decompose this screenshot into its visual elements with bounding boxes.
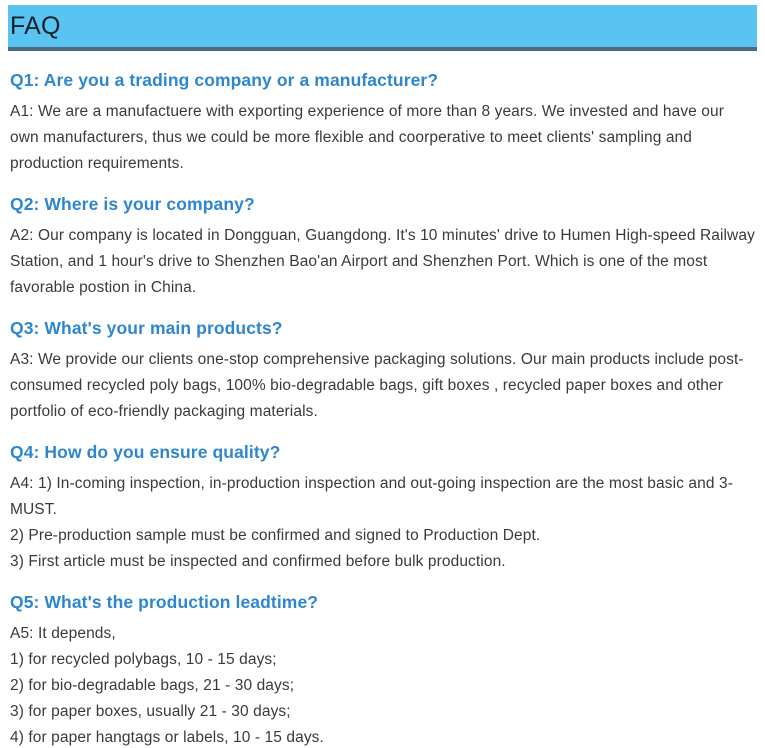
- faq-answer-4-line-1: A4: 1) In-coming inspection, in-production inspection and out-going inspection are the most basic and 3-MUST.: [10, 475, 733, 518]
- faq-answer-4-line-2: 2) Pre-production sample must be confirmed and signed to Production Dept.: [10, 527, 541, 544]
- faq-question-4: Q4: How do you ensure quality?: [10, 442, 281, 462]
- faq-question-5: Q5: What's the production leadtime?: [10, 592, 319, 612]
- faq-question-2: Q2: Where is your company?: [10, 194, 255, 214]
- faq-content: [0, 51, 765, 748]
- faq-question-3: Q3: What's your main products?: [10, 318, 283, 338]
- faq-answer-5-line-5: 4) for paper hangtags or labels, 10 - 15 days.: [10, 729, 324, 746]
- faq-answer-5-line-2: 1) for recycled polybags, 10 - 15 days;: [10, 651, 277, 668]
- faq-answer-4-line-3: 3) First article must be inspected and confirmed before bulk production.: [10, 553, 506, 570]
- faq-item-2: [10, 193, 756, 301]
- faq-item-3: [10, 317, 756, 425]
- faq-answer-1-line-1: A1: We are a manufactuere with exporting experience of more than 8 years. We invested and have our own manufacturers, thus we could be more flexible and coorperative to meet clients' sampling and production requirements.: [10, 103, 725, 172]
- faq-answer-5-line-1: A5: It depends,: [10, 625, 116, 642]
- faq-item-4: [10, 441, 756, 575]
- faq-question-1: Q1: Are you a trading company or a manufacturer?: [10, 70, 439, 90]
- page-title: FAQ: [10, 11, 61, 40]
- faq-item-5: [10, 591, 756, 748]
- faq-answer-5-line-3: 2) for bio-degradable bags, 21 - 30 days;: [10, 677, 295, 694]
- faq-answer-5-line-4: 3) for paper boxes, usually 21 - 30 days;: [10, 703, 291, 720]
- faq-item-1: [10, 69, 756, 177]
- faq-answer-3-line-1: A3: We provide our clients one-stop comprehensive packaging solutions. Our main products include post-consumed recycled poly bags, 100% bio-degradable bags, gift boxes , recycled paper boxes and other portfolio of eco-friendly packaging materials.: [10, 351, 744, 420]
- faq-header-bar: [8, 5, 757, 51]
- faq-answer-2-line-1: A2: Our company is located in Dongguan, Guangdong. It's 10 minutes' drive to Humen High-speed Railway Station, and 1 hour's drive to Shenzhen Bao'an Airport and Shenzhen Port. Which is one of the most favorable postion in China.: [10, 227, 755, 296]
